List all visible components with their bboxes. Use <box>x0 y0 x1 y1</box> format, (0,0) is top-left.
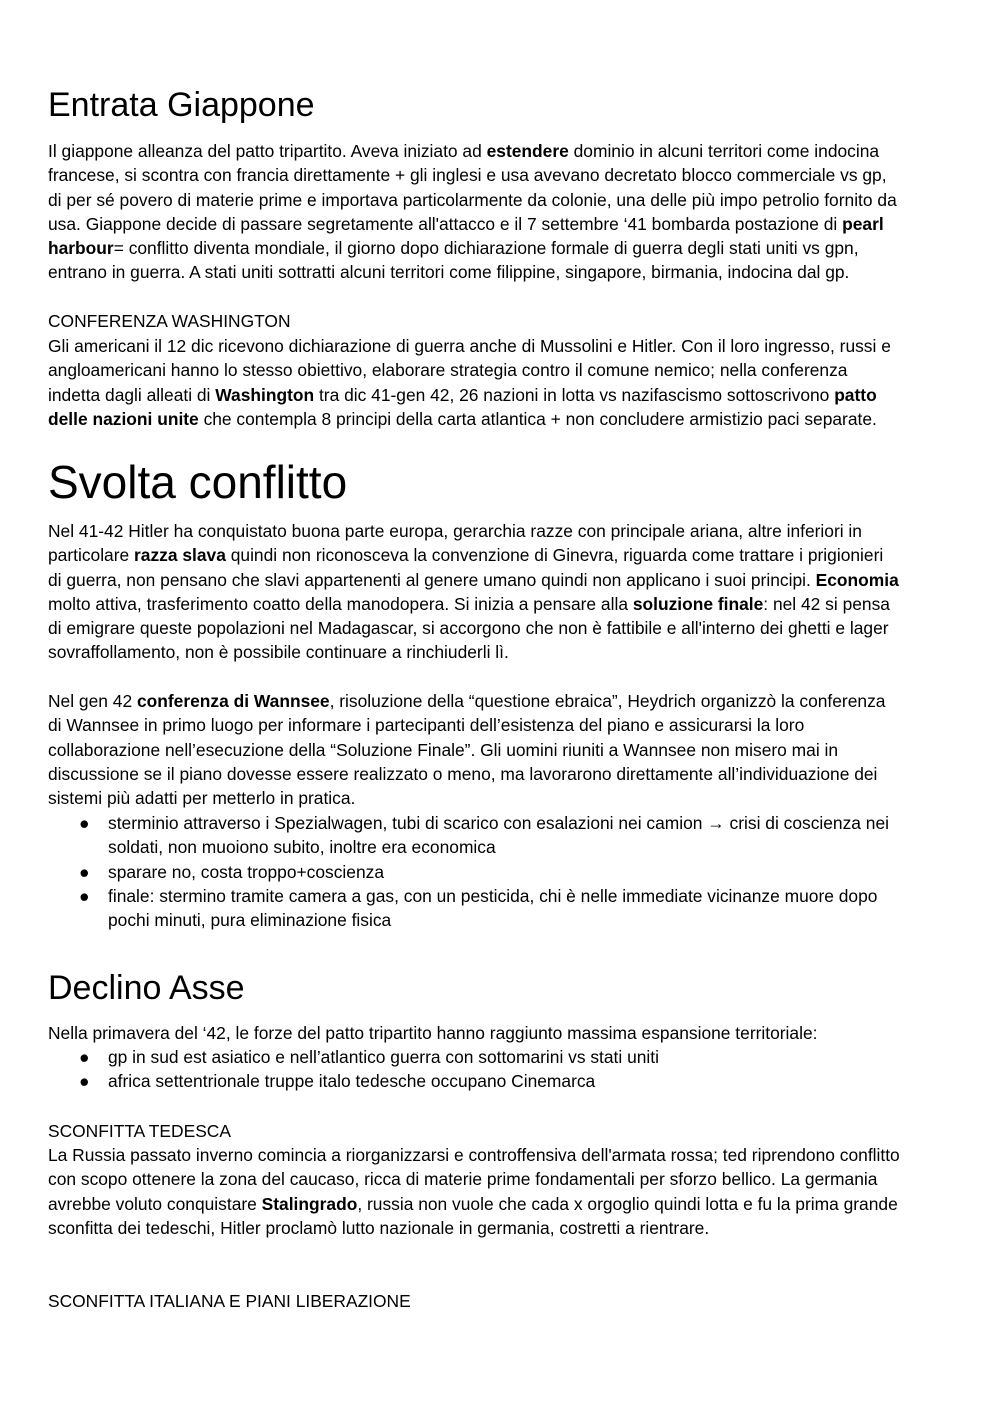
bullet-item <box>48 1069 958 1093</box>
text-line <box>48 689 958 713</box>
bullet-text-line: africa settentrionale truppe italo tedesche occupano Cinemarca <box>108 1071 596 1092</box>
text-segment: quindi non riconosceva la convenzione di Ginevra, riguarda come trattare i prigionieri <box>225 545 884 566</box>
bold-text: Washington <box>215 384 315 405</box>
text-segment: usa. Giappone decide di passare segretamente all'attacco e il 7 settembre ‘41 bombarda postazione di <box>48 213 843 234</box>
bullet-item <box>48 1045 958 1069</box>
bullet-text-line: finale: stermino tramite camera a gas, con un pesticida, chi è nelle immediate vicinanze muore dopo <box>108 885 878 906</box>
text-line <box>48 616 958 640</box>
paragraph-sconfitta-tedesca <box>48 1143 958 1240</box>
text-line <box>48 1192 958 1216</box>
text-segment: Nel gen 42 <box>48 691 137 711</box>
text-line <box>48 334 958 358</box>
bullet-list-espansione <box>48 1045 958 1094</box>
text-line <box>48 358 958 382</box>
text-segment: di guerra, non pensano che slavi appartenenti al genere umano quindi non applicano i suoi principi. <box>48 569 816 590</box>
text-segment: sconfitta dei tedeschi, Hitler proclamò lutto nazionale in germania, costretti a rientrare. <box>48 1217 710 1238</box>
heading-declino-asse: Declino Asse <box>48 969 245 1007</box>
text-segment: avrebbe voluto conquistare <box>48 1193 262 1214</box>
text-line <box>48 519 958 543</box>
bold-text: harbour <box>48 238 114 259</box>
bullet-list-sterminio <box>48 811 958 932</box>
text-segment: indetta dagli alleati di <box>48 384 216 405</box>
text-line <box>48 738 958 762</box>
bullet-item <box>48 860 958 884</box>
text-segment: tra dic 41-gen 42, 26 nazioni in lotta vs nazifascismo sottoscrivono <box>314 384 835 405</box>
bullet-item <box>48 811 958 860</box>
bold-text: estendere <box>486 141 569 161</box>
text-segment: Il giappone alleanza del patto tripartito. Aveva iniziato ad <box>48 141 487 161</box>
text-segment: di per sé povero di materie prime e importava particolarmente da colonie, una delle più impo petrolio fornito da <box>48 189 897 210</box>
subheading-sconfitta-tedesca: SCONFITTA TEDESCA <box>48 1121 231 1141</box>
text-line <box>48 568 958 592</box>
text-segment: sovraffollamento, non è possibile continuare a rinchiuderli lì. <box>48 642 509 663</box>
subheading-conferenza-washington: CONFERENZA WASHINGTON <box>48 311 291 331</box>
text-segment: che contempla 8 principi della carta atlantica + non concludere armistizio paci separate. <box>198 408 877 429</box>
text-segment: La Russia passato inverno comincia a riorganizzarsi e controffensiva dell'armata rossa; ted riprendono conflitto <box>48 1145 900 1165</box>
text-line <box>48 1216 958 1240</box>
text-segment: Nella primavera del ‘42, le forze del patto tripartito hanno raggiunto massima espansione territoriale: <box>48 1023 818 1043</box>
text-line <box>48 212 958 236</box>
text-line <box>48 1143 958 1167</box>
bullet-text-line: gp in sud est asiatico e nell’atlantico guerra con sottomarini vs stati uniti <box>108 1047 659 1067</box>
text-segment: Nel 41-42 Hitler ha conquistato buona parte europa, gerarchia razze con principale ariana, altre inferiori in <box>48 521 862 541</box>
text-line <box>48 1167 958 1191</box>
bold-text: Economia <box>815 569 899 590</box>
text-line <box>48 592 958 616</box>
paragraph-svolta-1 <box>48 519 958 665</box>
bold-text: soluzione finale <box>632 593 764 614</box>
text-line <box>48 786 958 810</box>
text-segment: : nel 42 si pensa <box>763 593 890 614</box>
text-segment: , risoluzione della “questione ebraica”, Heydrich organizzò la conferenza <box>329 691 886 711</box>
text-segment: di Wannsee in primo luogo per informare i partecipanti dell’esistenza del piano e assicurarsi la loro <box>48 715 805 736</box>
text-segment: con scopo ottenere la zona del caucaso, ricca di materie prime fondamentali per sforzo bellico. La germania <box>48 1169 878 1190</box>
bullet-dot-icon: ● <box>79 885 90 906</box>
text-line <box>48 640 958 664</box>
text-line <box>48 236 958 260</box>
bold-text: razza slava <box>134 545 226 566</box>
bullet-text-line: pochi minuti, pura eliminazione fisica <box>108 910 392 931</box>
bullet-text-line: soldati, non muoiono subito, inoltre era economica <box>108 837 496 858</box>
text-segment: collaborazione nell’esecuzione della “Soluzione Finale”. Gli uomini riuniti a Wannsee non misero mai in <box>48 739 839 760</box>
bullet-text-line: sparare no, costa troppo+coscienza <box>108 861 384 882</box>
bullet-dot-icon: ● <box>79 861 90 882</box>
heading-entrata-giappone: Entrata Giappone <box>48 86 315 124</box>
text-line <box>48 139 958 163</box>
paragraph-entrata-1 <box>48 139 958 285</box>
text-line <box>48 383 958 407</box>
text-segment: entrano in guerra. A stati uniti sottratti alcuni territori come filippine, singapore, birmania, indocina dal gp. <box>48 262 850 283</box>
text-segment: dominio in alcuni territori come indocina <box>568 141 880 161</box>
text-segment: , russia non vuole che cada x orgoglio quindi lotta e fu la prima grande <box>357 1193 898 1214</box>
paragraph-declino-1 <box>48 1021 958 1045</box>
text-segment: discussione se il piano dovesse essere realizzato o meno, ma lavorarono direttamente all’individuazione dei <box>48 763 878 784</box>
text-segment: angloamericani hanno lo stesso obiettivo, elaborare strategia contro il comune nemico; nella conferenza <box>48 360 848 381</box>
paragraph-conferenza-washington <box>48 334 958 431</box>
bold-text: conferenza di Wannsee <box>136 691 330 711</box>
bold-text: delle nazioni unite <box>48 408 199 429</box>
text-segment: molto attiva, trasferimento coatto della manodopera. Si inizia a pensare alla <box>48 593 633 614</box>
bullet-item <box>48 884 958 933</box>
text-segment: sistemi più adatti per metterlo in pratica. <box>48 788 356 809</box>
text-line <box>48 188 958 212</box>
bullet-dot-icon: ● <box>79 813 90 833</box>
text-segment: di emigrare queste popolazioni nel Madagascar, si accorgono che non è fattibile e all'interno dei ghetti e lager <box>48 618 889 639</box>
text-line <box>48 163 958 187</box>
bold-text: pearl <box>842 213 884 234</box>
text-line <box>48 1021 958 1045</box>
text-line <box>48 260 958 284</box>
text-line <box>48 762 958 786</box>
bullet-dot-icon: ● <box>79 1071 90 1092</box>
heading-svolta-conflitto: Svolta conflitto <box>48 456 348 508</box>
paragraph-wannsee <box>48 689 958 810</box>
text-line <box>48 713 958 737</box>
bullet-dot-icon: ● <box>79 1047 90 1067</box>
bold-text: Stalingrado <box>261 1193 358 1214</box>
text-segment: francese, si scontra con francia direttamente + gli inglesi e usa avevano decretato blocco commerciale vs gp, <box>48 165 887 186</box>
subheading-sconfitta-italiana: SCONFITTA ITALIANA E PIANI LIBERAZIONE <box>48 1291 411 1311</box>
bold-text: patto <box>834 384 877 405</box>
text-segment: Gli americani il 12 dic ricevono dichiarazione di guerra anche di Mussolini e Hitler. Con il loro ingresso, russi e <box>48 336 891 356</box>
text-segment: particolare <box>48 545 135 566</box>
text-segment: = conflitto diventa mondiale, il giorno dopo dichiarazione formale di guerra degli stati uniti vs gpn, <box>113 238 859 259</box>
text-line <box>48 543 958 567</box>
bullet-text-line: sterminio attraverso i Spezialwagen, tubi di scarico con esalazioni nei camion → crisi di coscienza nei <box>108 813 890 833</box>
text-line <box>48 407 958 431</box>
